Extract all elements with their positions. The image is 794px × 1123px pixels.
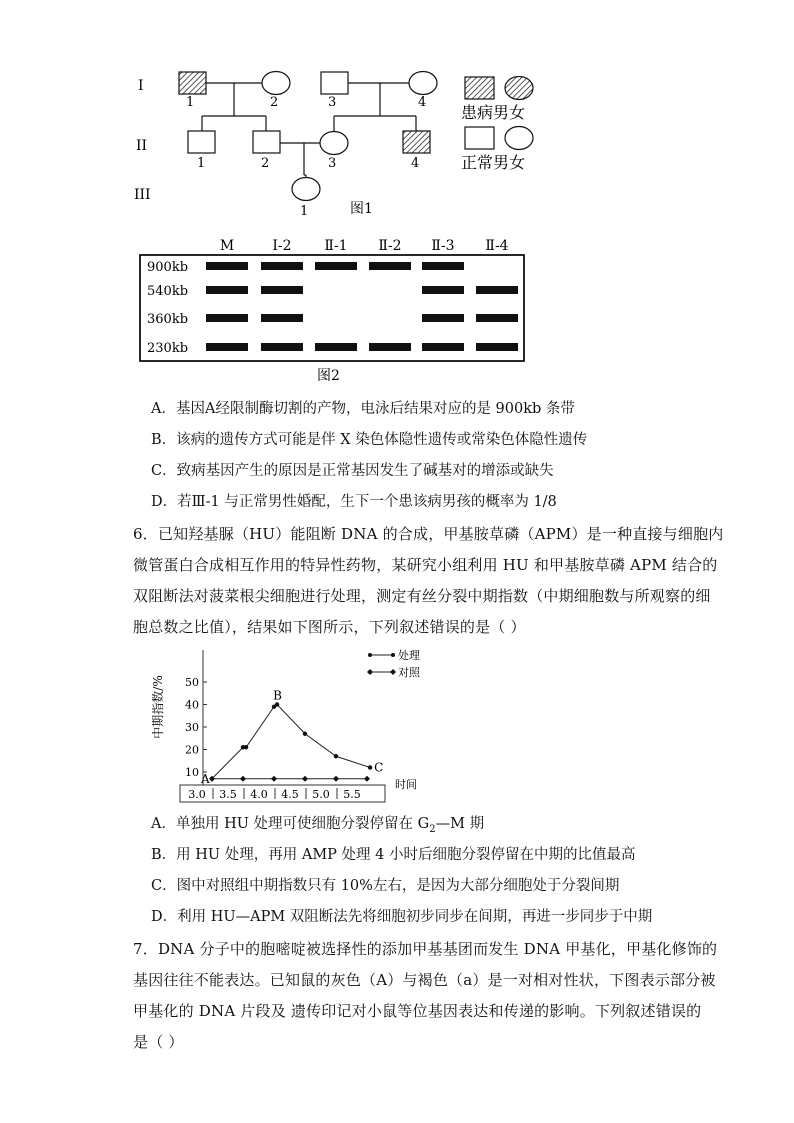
gel-band <box>315 343 357 351</box>
svg-text:2: 2 <box>261 156 270 171</box>
data-point <box>302 776 308 782</box>
gel-band <box>206 262 248 270</box>
pedigree-II-2-normal-male <box>253 131 280 153</box>
gel-lane-label: Ⅱ-3 <box>431 238 455 254</box>
pedigree-I-3-normal-male <box>321 72 348 94</box>
q6-stem-line: 胞总数之比值），结果如下图所示，下列叙述错误的是（ ） <box>133 618 526 636</box>
point-annotation: B <box>273 688 282 703</box>
x-tick-label: 5.5 <box>343 788 361 801</box>
x-tick-label: 5.0 <box>312 788 330 801</box>
data-point <box>240 776 246 782</box>
svg-text:4: 4 <box>418 95 427 110</box>
pedigree-I-2-normal-female <box>262 72 290 95</box>
pedigree-I-1-affected-male <box>179 72 206 94</box>
figure1-caption: 图1 <box>350 201 373 217</box>
y-axis-label: 中期指数/% <box>151 675 165 739</box>
gel-band <box>476 286 518 294</box>
legend-normal-female-symbol <box>505 127 533 150</box>
data-point <box>275 702 279 706</box>
gel-band <box>422 314 464 322</box>
gel-electrophoresis <box>135 232 535 384</box>
gel-band <box>206 314 248 322</box>
gel-lane-label: M <box>219 238 235 254</box>
q6-stem-line: 6．已知羟基脲（HU）能阻断 DNA 的合成，甲基胺草磷（APM）是一种直接与细胞内 <box>133 525 724 543</box>
q6-option-d[interactable]: D．利用 HU—APM 双阻断法先将细胞初步同步在间期，再进一步同步于中期 <box>151 909 653 925</box>
gel-band <box>261 314 303 322</box>
q6-stem-line: 微管蛋白合成相互作用的特异性药物，某研究小组利用 HU 和甲基胺草磷 APM 结合的 <box>133 556 718 574</box>
q7-stem-line: 7．DNA 分子中的胞嘧啶被选择性的添加甲基基团而发生 DNA 甲基化，甲基化修饰的 <box>133 940 718 958</box>
figure2-caption: 图2 <box>317 368 340 384</box>
q7-stem-line: 是（ ） <box>133 1033 184 1051</box>
legend-marker <box>391 653 395 657</box>
q5-option-d[interactable]: D．若Ⅲ-1 与正常男性婚配，生下一个患该病男孩的概率为 1/8 <box>151 494 557 510</box>
series-line-treatment <box>212 705 370 779</box>
point-annotation: A <box>201 771 210 786</box>
legend-normal-label: 正常男女 <box>461 153 526 172</box>
gel-band <box>369 262 411 270</box>
q7-stem-line: 基因往往不能表达。已知鼠的灰色（A）与褐色（a）是一对相对性状，下图表示部分被 <box>133 971 716 989</box>
metaphase-index-chart <box>140 645 440 805</box>
x-tick-label: 3.5 <box>219 788 237 801</box>
y-tick-label: 10 <box>185 766 199 779</box>
gel-size-label: 900kb <box>147 260 189 275</box>
gel-band <box>476 343 518 351</box>
gel-band <box>315 262 357 270</box>
gel-size-label: 540kb <box>147 284 189 299</box>
svg-text:1: 1 <box>300 204 309 219</box>
data-point <box>364 776 370 782</box>
data-point <box>334 754 338 758</box>
data-point <box>271 776 277 782</box>
svg-text:3: 3 <box>328 156 337 171</box>
data-point <box>333 776 339 782</box>
x-tick-label: 4.5 <box>281 788 299 801</box>
gel-band <box>422 262 464 270</box>
svg-text:2: 2 <box>270 95 279 110</box>
point-annotation: C <box>374 760 384 775</box>
gel-lane-label: Ⅱ-1 <box>324 238 348 254</box>
pedigree-II-1-normal-male <box>188 131 215 153</box>
q6-option-a[interactable]: A．单独用 HU 处理可使细胞分裂停留在 $G_2—M$ 期 <box>151 816 485 835</box>
legend-normal-male-symbol <box>465 127 494 149</box>
q5-option-a[interactable]: A．基因A经限制酶切割的产物，电泳后结果对应的是 900kb 条带 <box>151 401 575 417</box>
gel-band <box>206 286 248 294</box>
data-point <box>368 765 372 769</box>
y-tick-label: 30 <box>185 721 199 734</box>
generation-label: III <box>134 187 151 203</box>
gel-band <box>422 343 464 351</box>
y-tick-label: 20 <box>185 743 199 757</box>
pedigree-I-4-normal-female <box>409 72 437 95</box>
legend-affected-label: 患病男女 <box>461 103 526 122</box>
x-axis-label: 时间 <box>395 778 417 791</box>
gel-band <box>261 286 303 294</box>
pedigree-III-1-normal-female <box>292 178 320 201</box>
data-point <box>303 732 307 736</box>
gel-size-label: 360kb <box>147 312 189 327</box>
generation-label: I <box>138 78 144 94</box>
gel-band <box>261 343 303 351</box>
gel-band <box>476 314 518 322</box>
gel-lane-label: Ⅱ-4 <box>485 238 509 254</box>
gel-band <box>261 262 303 270</box>
legend-marker <box>367 669 373 675</box>
legend-label: 处理 <box>398 649 420 662</box>
x-tick-label: 3.0 <box>188 788 206 801</box>
svg-text:1: 1 <box>186 95 195 110</box>
y-tick-label: 50 <box>185 676 199 689</box>
q5-option-c[interactable]: C．致病基因产生的原因是正常基因发生了碱基对的增添或缺失 <box>151 463 554 479</box>
svg-text:3: 3 <box>328 95 337 110</box>
legend-marker <box>368 653 372 657</box>
gel-band <box>422 286 464 294</box>
gel-lane-label: Ⅱ-2 <box>378 238 402 254</box>
q6-stem-line: 双阻断法对菠菜根尖细胞进行处理，测定有丝分裂中期指数（中期细胞数与所观察的细 <box>133 587 711 605</box>
gel-band <box>369 343 411 351</box>
legend-affected-male-symbol <box>465 77 494 99</box>
q6-option-c[interactable]: C．图中对照组中期指数只有 10%左右，是因为大部分细胞处于分裂间期 <box>151 878 620 894</box>
gel-size-label: 230kb <box>147 341 189 356</box>
q6-option-b[interactable]: B．用 HU 处理，再用 AMP 处理 4 小时后细胞分裂停留在中期的比值最高 <box>151 847 636 863</box>
data-point <box>244 745 248 749</box>
legend-marker <box>390 669 396 675</box>
pedigree-diagram <box>120 60 560 220</box>
gel-lane-label: Ⅰ-2 <box>272 238 292 254</box>
pedigree-II-4-affected-male <box>403 131 430 153</box>
legend-label: 对照 <box>398 666 420 679</box>
svg-text:4: 4 <box>411 156 420 171</box>
generation-label: II <box>136 138 148 154</box>
x-tick-label: 4.0 <box>250 788 268 801</box>
q7-stem-line: 甲基化的 DNA 片段及 遗传印记对小鼠等位基因表达和传递的影响。下列叙述错误的 <box>133 1002 702 1020</box>
q5-option-b[interactable]: B．该病的遗传方式可能是伴 X 染色体隐性遗传或常染色体隐性遗传 <box>151 432 588 448</box>
pedigree-II-3-normal-female <box>320 132 348 155</box>
svg-text:1: 1 <box>197 156 206 171</box>
y-tick-label: 40 <box>185 698 199 712</box>
gel-band <box>206 343 248 351</box>
legend-affected-female-symbol <box>505 77 533 100</box>
